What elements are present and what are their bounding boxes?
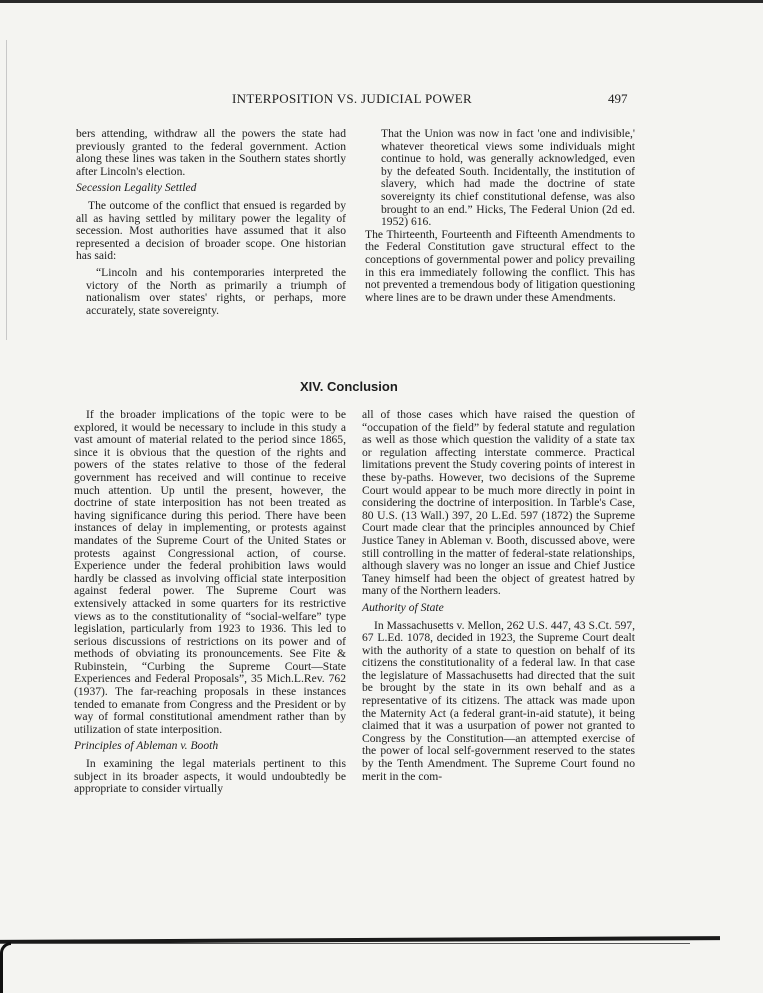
block-quote-continued bbox=[365, 128, 635, 229]
subheading-authority: Authority of State bbox=[362, 600, 444, 614]
paragraph: all of those cases which have raised the question of “occupation of the field” by federal statute and regulation as well as those which question the validity of a state tax or regulation affecting interstate commerce. Practical limitations prevent the Study covering points of interest in these by-paths. However, two decisions of the Supreme Court would appear to be much more directly in point in considering the doctrine of interposition. In Tarble's Case, 80 U.S. (13 Wall.) 397, 20 L.Ed. 597 (1872) the Supreme Court made clear that the principles announced by Chief Justice Taney in Ableman v. Booth, discussed above, were still controlling in the matter of federal-state relationships, although slavery was no longer an issue and Chief Justice Taney himself had been the object of greatest hatred by many of the Northern leaders. bbox=[362, 408, 635, 598]
paragraph: bers attending, withdraw all the powers the state had previously granted to the federal government. Action along these lines was taken in the Southern states shortly after Lincoln's election. bbox=[76, 127, 346, 178]
paragraph: The Thirteenth, Fourteenth and Fifteenth Amendments to the Federal Constitution gave structural effect to the conceptions of governmental power and policy prevailing in this era immediately following the conflict. This has not prevented a tremendous body of litigation questioning where lines are to be drawn under these Amendments. bbox=[365, 227, 635, 304]
subheading-ableman: Principles of Ableman v. Booth bbox=[74, 739, 219, 753]
page-number: 497 bbox=[608, 91, 628, 106]
scan-top-border bbox=[0, 0, 763, 3]
paragraph: If the broader implications of the topic were to be explored, it would be necessary to include in this study a vast amount of material related to the period since 1865, since it is obvious that the question of the rights and powers of the states relative to those of the federal government has received and will continue to receive much attention. Up until the present, however, the doctrine of state interposition has not been treated as having significance during this period. There have been instances of delay in implementing, or protests against mandates of the Supreme Court of the United States or protests against Congressional action, of course. Experience under the federal prohibition laws would hardly be classed as involving official state interposition against federal power. The Supreme Court was extensively attacked in some quarters for its restrictive views as to the constitutionality of “social-welfare” type legislation, particularly from 1923 to 1936. This led to serious discussions of restrictions on its power and of methods of obviating its pronouncements. See Fite & Rubinstein, “Curbing the Supreme Court—State Experiences and Federal Proposals”, 35 Mich.L.Rev. 762 (1937). The far-reaching proposals in these instances tended to emanate from Congress and the President or by way of formal constitutional amendment rather than by utilization of state interposition. bbox=[74, 408, 346, 736]
paragraph: In examining the legal materials pertinent to this subject in its broader aspects, it would undoubtedly be appropriate to consider virtually bbox=[74, 757, 346, 796]
quote-text: That the Union was now in fact 'one and indivisible,' whatever theoretical views some individuals might continue to hold, was generally acknowledged, even by the defeated South. Incidentally, the institution of slavery, which had made the doctrine of state sovereignty its chief constitutional defense, was also brought to an end.” Hicks, The Federal Union (2d ed. 1952) 616. bbox=[381, 127, 635, 229]
scan-left-edge bbox=[6, 40, 7, 340]
bottom-right-column bbox=[362, 409, 635, 787]
section-title: XIV. Conclusion bbox=[300, 379, 398, 394]
running-header: INTERPOSITION VS. JUDICIAL POWER bbox=[232, 91, 472, 106]
block-quote bbox=[86, 267, 346, 317]
paragraph: In Massachusetts v. Mellon, 262 U.S. 447, 43 S.Ct. 597, 67 L.Ed. 1078, decided in 1923, the Supreme Court dealt with the authority of a state to question on behalf of its citizens the constitutionality of a federal law. In that case the legislature of Massachusetts had directed that the suit be brought by the state in its own behalf and as a representative of its citizens. The attack was made upon the Maternity Act (a federal grant-in-aid statute), it being claimed that it was a usurpation of power not granted to Congress by the Constitution—an attempted exercise of the power of local self-government reserved to the states by the Tenth Amendment. The Supreme Court found no merit in the com- bbox=[362, 618, 635, 783]
scan-corner-mark bbox=[0, 942, 11, 993]
scan-bottom-rule-thin bbox=[0, 943, 690, 944]
paragraph: The outcome of the conflict that ensued is regarded by all as having settled by military power the legality of secession. Most authorities have assumed that it also represented a decision of broader scope. One historian has said: bbox=[76, 198, 346, 263]
bottom-left-column bbox=[74, 409, 346, 800]
top-left-column bbox=[76, 128, 346, 317]
quote-text: “Lincoln and his contemporaries interpreted the victory of the North as primarily a triumph of nationalism over states' rights, or perhaps, more accurately, state sovereignty. bbox=[86, 265, 346, 317]
subheading-secession: Secession Legality Settled bbox=[76, 181, 197, 195]
top-right-column bbox=[365, 128, 635, 308]
